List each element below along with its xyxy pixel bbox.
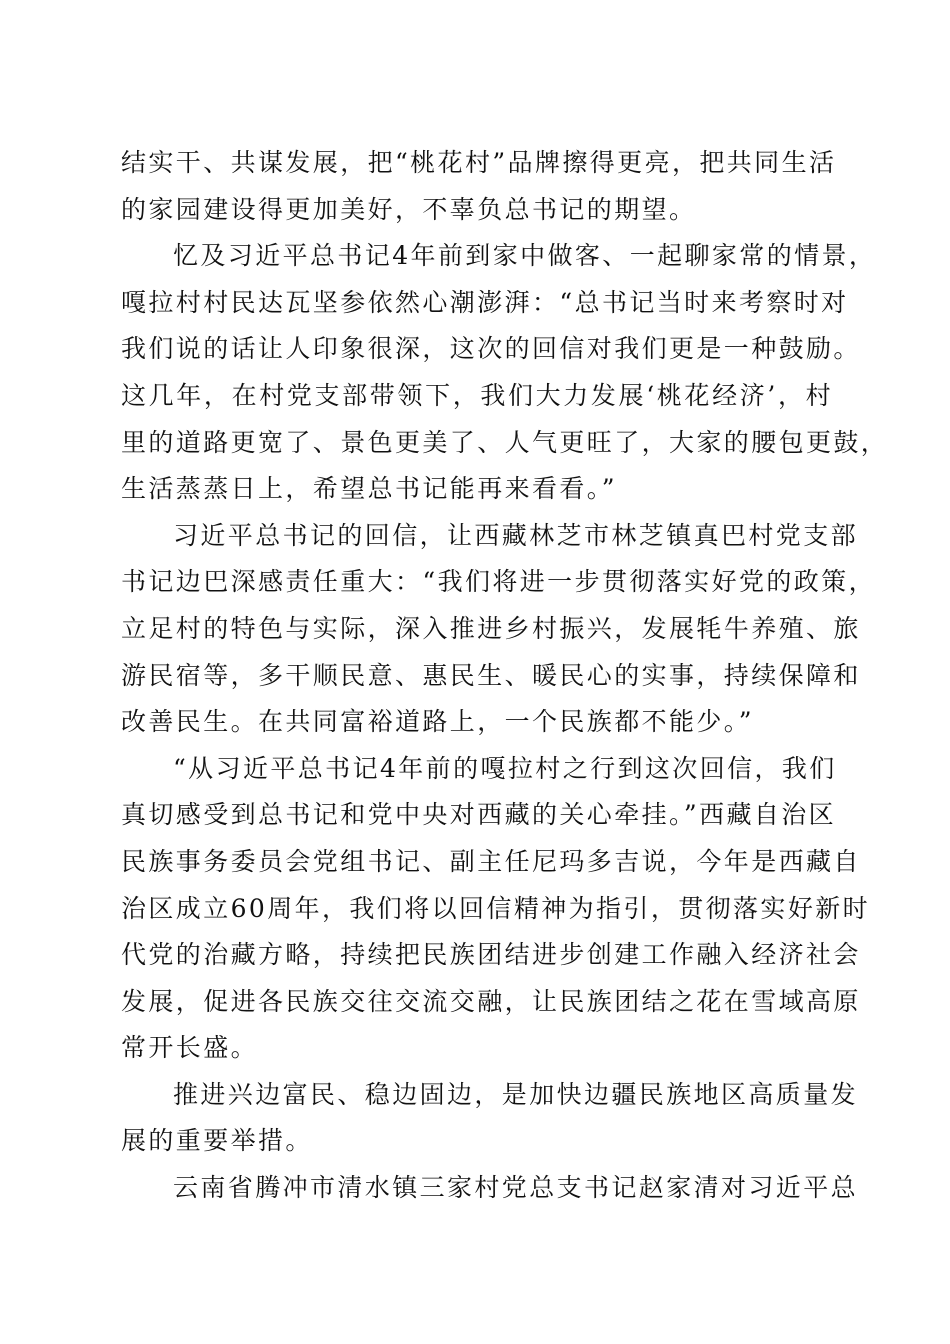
paragraph-first-line: 推进兴边富民、稳边固边，是加快边疆民族地区高质量发: [173, 1079, 859, 1109]
text-line: 的家园建设得更加美好，不辜负总书记的期望。: [121, 194, 697, 224]
text-line: 游民宿等，多干顺民意、惠民生、暖民心的实事，持续保障和: [121, 660, 861, 690]
text-line: 我们说的话让人印象很深，这次的回信对我们更是一种鼓励。: [121, 334, 861, 364]
text-line: 书记边巴深感责任重大：“我们将进一步贯彻落实好党的政策，: [121, 567, 876, 597]
text-line: 这几年，在村党支部带领下，我们大力发展‘桃花经济’，村: [121, 380, 833, 410]
text-line: 常开长盛。: [121, 1033, 259, 1063]
paragraph-first-line: 习近平总书记的回信，让西藏林芝市林芝镇真巴村党支部: [173, 520, 859, 550]
text-line: 改善民生。在共同富裕道路上，一个民族都不能少。”: [121, 707, 754, 737]
text-line: 展的重要举措。: [121, 1126, 313, 1156]
text-line: 发展，促进各民族交往交流交融，让民族团结之花在雪域高原: [121, 986, 861, 1016]
text-line: 代党的治藏方略，持续把民族团结进步创建工作融入经济社会: [121, 940, 861, 970]
paragraph-first-line: 忆及习近平总书记4年前到家中做客、一起聊家常的情景，: [173, 241, 877, 271]
text-line: 生活蒸蒸日上，希望总书记能再来看看。”: [121, 474, 617, 504]
text-line: 立足村的特色与实际，深入推进乡村振兴，发展牦牛养殖、旅: [121, 613, 861, 643]
text-line: 嘎拉村村民达瓦坚参依然心潮澎湃：“总书记当时来考察时对: [121, 287, 849, 317]
text-line: 治区成立60周年，我们将以回信精神为指引，贯彻落实好新时: [121, 893, 871, 923]
paragraph-first-line: “从习近平总书记4年前的嘎拉村之行到这次回信，我们: [173, 753, 837, 783]
article-body: [121, 140, 889, 1212]
text-line: 结实干、共谋发展，把“桃花村”品牌擦得更亮，把共同生活: [121, 148, 837, 177]
text-line: 真切感受到总书记和党中央对西藏的关心牵挂。”西藏自治区: [121, 800, 837, 830]
text-line: 里的道路更宽了、景色更美了、人气更旺了，大家的腰包更鼓，: [121, 427, 889, 457]
text-line: 民族事务委员会党组书记、副主任尼玛多吉说，今年是西藏自: [121, 846, 861, 876]
paragraph-first-line: 云南省腾冲市清水镇三家村党总支书记赵家清对习近平总: [173, 1173, 859, 1203]
